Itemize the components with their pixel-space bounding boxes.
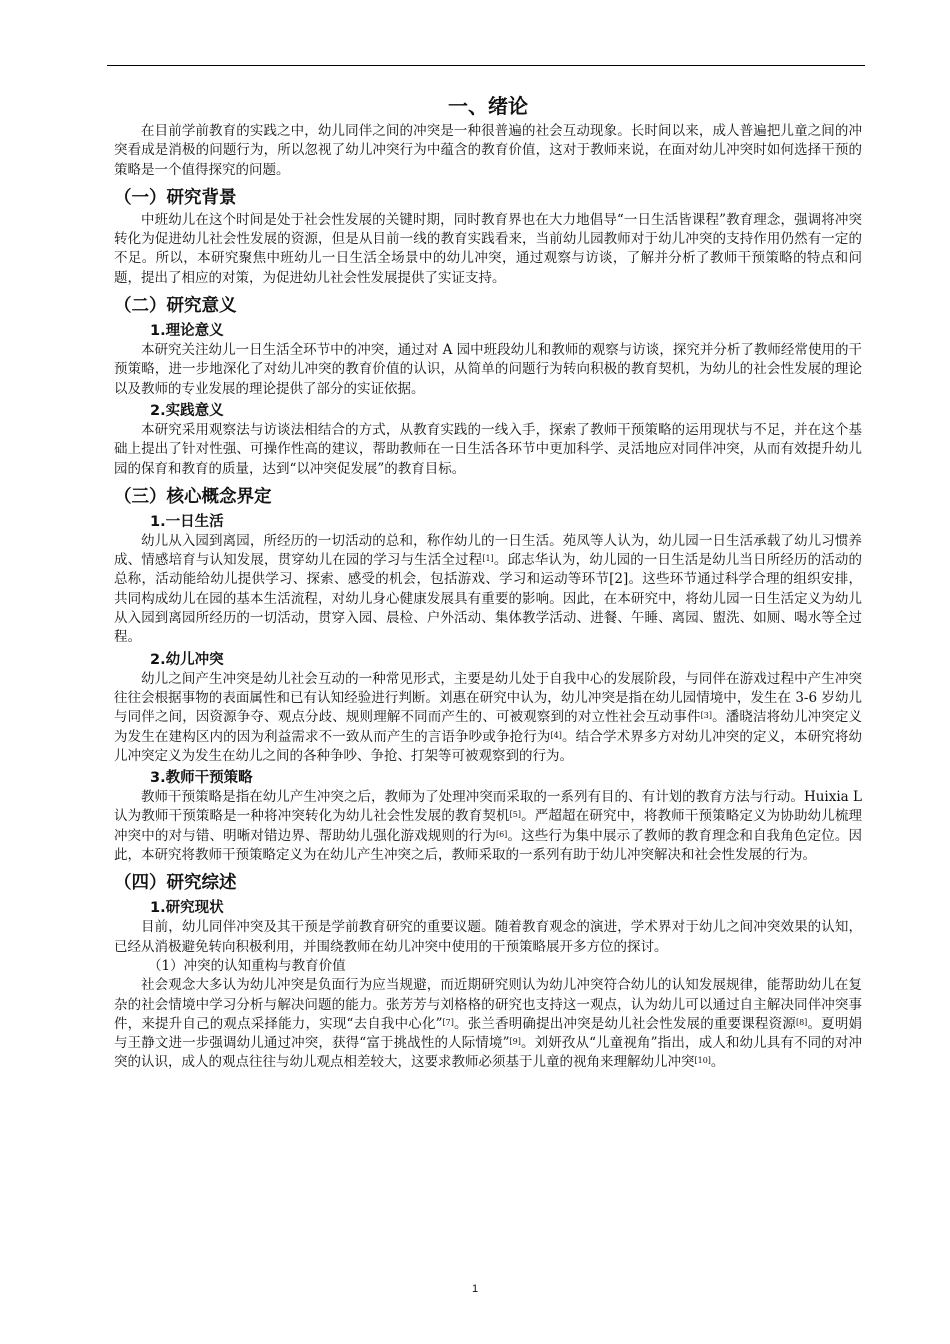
subheading-intervention: 3.教师干预策略 — [150, 770, 253, 787]
text-run: 幼儿之间产生冲突是幼儿社会互动的一种常见形式，主要是幼儿处于自我中心的发展阶段，与同伴在游戏过程中产生冲突往往会根据事物的表面属性和已有认知经验进行判断。刘惠在研究中认为，幼儿冲突是指在幼儿园情境中，发生在 3-6 岁幼儿与同伴之间，因资源争夺、观点分歧、规则理解不同而产生的、可被观察到的对立性社会互动事件 — [114, 670, 862, 726]
text-run: 。夏明娟与王静文进一步强调幼儿通过冲突，获得“富于挑战性的人际情境” — [114, 1015, 863, 1052]
citation-ref: [5] — [509, 810, 521, 820]
text-run: 。刘妍孜从“儿童视角”指出，成人和幼儿具有不同的对冲突的认识，成人的观点往往与幼儿观点相差较大，这要求教师必须基于儿童的视角来理解幼儿冲突 — [114, 1035, 862, 1071]
subheading-theory: 1.理论意义 — [150, 323, 224, 340]
text-run: 。邱志华认为，幼儿园的一日生活是幼儿当日所经历的活动的总称，活动能给幼儿提供学习、探索、感受的机会，包括游戏、学习和运动等环节[2]。这些环节通过科学合理的组织安排，共同构成幼儿在园的基本生活流程，对幼儿身心健康发展具有重要的影响。因此，在本研究中，将幼儿园一日生活定义为幼儿从入园到离园所经历的一切活动，贯穿入园、晨检、户外活动、集体教学活动、进餐、午睡、离园、盥洗、如厕、喝水等全过程。 — [114, 552, 862, 646]
text-run: 教师干预策略是指在幼儿产生冲突之后，教师为了处理冲突而采取的一系列有目的、有计划的教育方法与行动。Huixia L 认为教师干预策略是一种将冲突转化为幼儿社会性发展的教育契机 — [114, 789, 862, 825]
text-run: 社会观念大多认为幼儿冲突是负面行为应当规避，而近期研究则认为幼儿冲突符合幼儿的认知发展规律，能帮助幼儿在复杂的社会情境中学习分析与解决问题的能力。张芳芳与刘格格的研究也支持这一观点，认为幼儿可以通过自主解决同伴冲突事件，来提升自己的观点采择能力，实现“去自我中心化” — [114, 977, 862, 1032]
citation-ref: [3] — [700, 711, 712, 721]
citation-ref: [1] — [482, 554, 494, 564]
section-heading-concepts: （三）核心概念界定 — [114, 486, 272, 507]
citation-ref: [4] — [550, 730, 562, 740]
citation-ref: [7] — [442, 1017, 454, 1027]
citation-ref: [9] — [509, 1037, 521, 1047]
header-rule — [107, 65, 865, 66]
page-body — [114, 92, 862, 1073]
subheading-status: 1.研究现状 — [150, 900, 224, 917]
section-heading-background: （一）研究背景 — [114, 187, 237, 208]
section-heading-review: （四）研究综述 — [114, 873, 237, 894]
text-run: 。严超超在研究中，将教师干预策略定义为协助幼儿梳理冲突中的对与错、明晰对错边界、帮助幼儿强化游戏规则的行为 — [114, 808, 863, 844]
chapter-title: 一、绪论 — [448, 94, 528, 118]
status-paragraph: 目前，幼儿同伴冲突及其干预是学前教育研究的重要议题。随着教育观念的演进，学术界对于幼儿之间冲突效果的认知，已经从消极避免转向积极利用，并围绕教师在幼儿冲突中使用的干预策略展开多方位的探讨。 — [114, 919, 862, 955]
intervention-paragraph — [114, 788, 862, 865]
text-run: 。 — [710, 1054, 725, 1071]
conflict-paragraph — [114, 670, 862, 766]
subheading-daily-life: 1.一日生活 — [150, 513, 224, 530]
text-run: 。张兰香明确提出冲突是幼儿社会性发展的重要课程资源 — [453, 1015, 796, 1032]
citation-ref: [10] — [694, 1056, 711, 1066]
daily-life-paragraph — [114, 532, 862, 648]
subsubheading-cognition: （1）冲突的认知重构与教育价值 — [148, 957, 346, 974]
subheading-practice: 2.实践意义 — [150, 402, 224, 419]
citation-ref: [6] — [495, 829, 508, 839]
page-number: 1 — [471, 1283, 479, 1295]
cognition-paragraph — [114, 976, 862, 1072]
text-run: 幼儿从入园到离园，所经历的一切活动的总和，称作幼儿的一日生活。苑凤等人认为，幼儿园一日生活承载了幼儿习惯养成、情感培育与认知发展，贯穿幼儿在园的学习与生活全过程 — [114, 532, 862, 569]
theory-paragraph: 本研究关注幼儿一日生活全环节中的冲突，通过对 A 园中班段幼儿和教师的观察与访谈，探究并分析了教师经常使用的干预策略，进一步地深化了对幼儿冲突的教育价值的认识，从简单的问题行为转向积极的教育契机，为幼儿的社会性发展的理论以及教师的专业发展的理论提供了部分的实证依据。 — [114, 342, 862, 397]
text-run: 。结合学术界多方对幼儿冲突的定义，本研究将幼儿冲突定义为发生在幼儿之间的各种争吵、争抢、打架等可被观察到的行为。 — [114, 728, 863, 764]
citation-ref: [8] — [795, 1017, 808, 1027]
background-paragraph: 中班幼儿在这个时间是处于社会性发展的关键时期，同时教育界也在大力地倡导“一日生活皆课程”教育理念，强调将冲突转化为促进幼儿社会性发展的资源，但是从目前一线的教育实践看来，当前幼儿园教师对于幼儿冲突的支持作用仍然有一定的不足。所以，本研究聚焦中班幼儿一日生活全场景中的幼儿冲突，通过观察与访谈，了解并分析了教师干预策略的特点和问题，提出了相应的对策，为促进幼儿社会性发展提供了实证支持。 — [114, 211, 862, 286]
text-run: 。这些行为集中展示了教师的教育理念和自我角色定位。因此，本研究将教师干预策略定义为在幼儿产生冲突之后，教师采取的一系列有助于幼儿冲突解决和社会性发展的行为。 — [114, 827, 862, 864]
section-heading-significance: （二）研究意义 — [114, 296, 237, 317]
intro-paragraph: 在目前学前教育的实践之中，幼儿同伴之间的冲突是一种很普遍的社会互动现象。长时间以来，成人普遍把儿童之间的冲突看成是消极的问题行为，所以忽视了幼儿冲突行为中蕴含的教育价值，这对于教师来说，在面对幼儿冲突时如何选择干预的策略是一个值得探究的问题。 — [114, 123, 862, 178]
subheading-conflict: 2.幼儿冲突 — [150, 651, 224, 668]
practice-paragraph: 本研究采用观察法与访谈法相结合的方式，从教育实践的一线入手，探索了教师干预策略的运用现状与不足，并在这个基础上提出了针对性强、可操作性高的建议，帮助教师在一日生活各环节中更加科学、灵活地应对同伴冲突，从而有效提升幼儿园的保育和教育的质量，达到“以冲突促发展”的教育目标。 — [114, 421, 862, 477]
text-run: 。潘晓洁将幼儿冲突定义为发生在建构区内的因为利益需求不一致从而产生的言语争吵或争抢行为 — [114, 709, 863, 745]
